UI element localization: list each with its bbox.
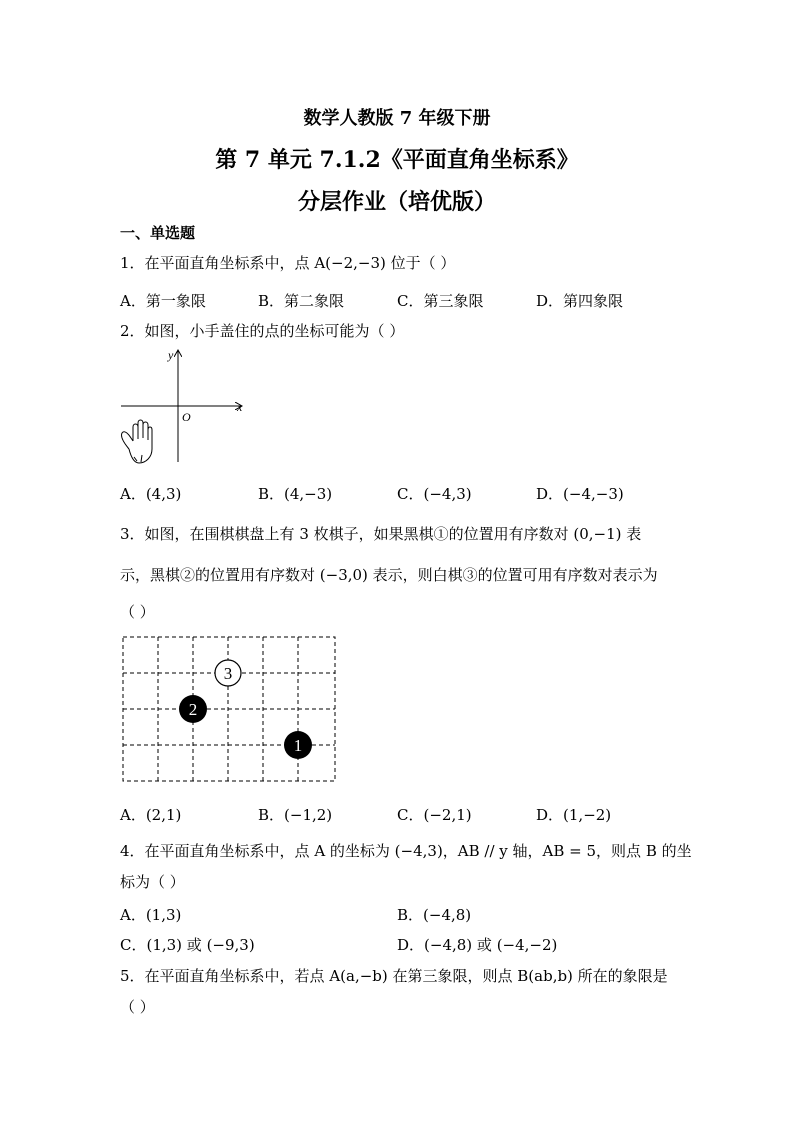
white-stone-3-label: 3 [223,664,233,683]
white-stone-3 [215,660,241,686]
question-5-stem-line-2: （ ） [120,998,155,1016]
coordinate-axes-figure [116,345,251,470]
question-1-stem: 1．在平面直角坐标系中，点 A(−2,−3) 位于（ ） [120,254,456,272]
question-3-option-c[interactable]: C．(−2,1) [397,806,472,824]
question-3-stem-line-1: 3．如图，在围棋棋盘上有 3 枚棋子，如果黑棋①的位置用有序数对 (0,−1) 表 [120,525,642,543]
question-2-option-c[interactable]: C．(−4,3) [397,485,472,503]
black-stone-2 [179,695,207,723]
question-3-option-a[interactable]: A．(2,1) [120,806,182,824]
question-5-stem-line-1: 5．在平面直角坐标系中，若点 A(a,−b) 在第三象限，则点 B(ab,b) 所在的象限是 [120,967,668,985]
question-4-option-c[interactable]: C．(1,3) 或 (−9,3) [120,936,255,954]
section-title: 一、单选题 [120,224,196,242]
question-3-option-d[interactable]: D．(1,−2) [536,806,612,824]
black-stone-2-label: 2 [188,700,198,719]
y-axis-label: y [168,348,174,362]
question-4-option-d[interactable]: D．(−4,8) 或 (−4,−2) [397,936,558,954]
hand-icon [121,420,152,463]
question-1-option-d[interactable]: D．第四象限 [536,292,624,310]
black-stone-1-label: 1 [293,736,303,755]
question-4-stem-line-1: 4．在平面直角坐标系中，点 A 的坐标为 (−4,3)，AB // y 轴，AB = 5，则点 B 的坐 [120,842,692,860]
x-axis-label: x [237,400,243,414]
question-2-stem: 2．如图，小手盖住的点的坐标可能为（ ） [120,322,405,340]
question-3-option-b[interactable]: B．(−1,2) [258,806,333,824]
doc-title: 数学人教版 7 年级下册 [303,108,491,129]
question-3-stem-line-3: （ ） [120,603,155,621]
origin-label: O [182,410,191,424]
black-stone-1 [284,731,312,759]
question-4-option-b[interactable]: B．(−4,8) [397,906,472,924]
question-3-stem-line-2: 示，黑棋②的位置用有序数对 (−3,0) 表示，则白棋③的位置可用有序数对表示为 [120,566,658,584]
unit-title: 第 7 单元 7.1.2《平面直角坐标系》 [215,147,579,173]
question-1-option-b[interactable]: B．第二象限 [258,292,345,310]
question-2-option-a[interactable]: A．(4,3) [120,485,182,503]
question-2-option-b[interactable]: B．(4,−3) [258,485,333,503]
subtitle: 分层作业（培优版） [297,189,496,215]
question-1-option-c[interactable]: C．第三象限 [397,292,484,310]
go-board-figure [120,634,338,784]
board-grid [123,637,335,781]
question-1-option-a[interactable]: A．第一象限 [120,292,206,310]
question-4-stem-line-2: 标为（ ） [120,873,185,891]
question-4-option-a[interactable]: A．(1,3) [120,906,182,924]
question-2-option-d[interactable]: D．(−4,−3) [536,485,624,503]
